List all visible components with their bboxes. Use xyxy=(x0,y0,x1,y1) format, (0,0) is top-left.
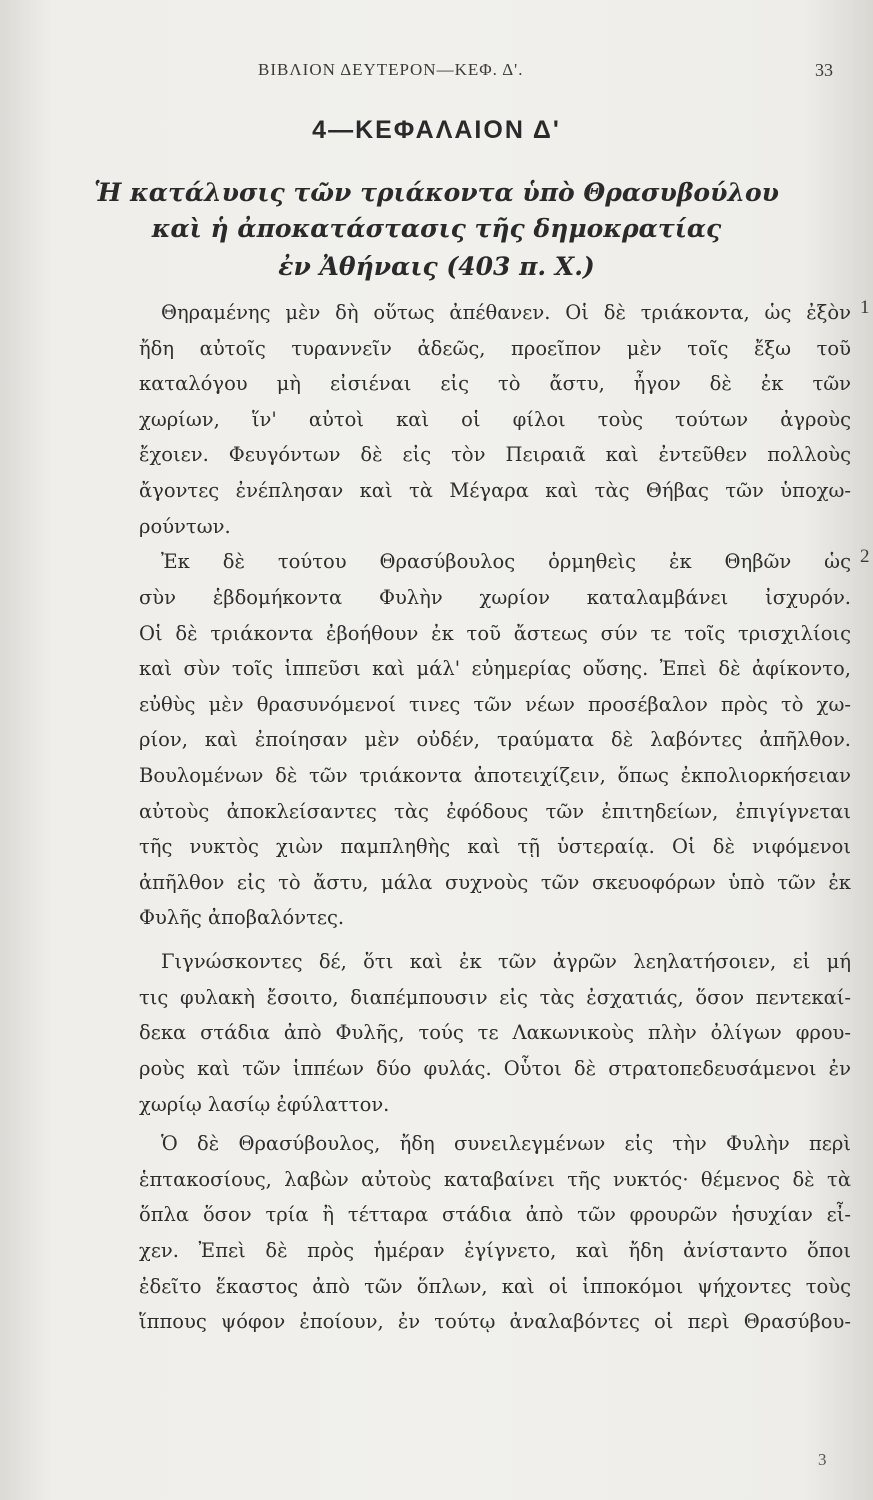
signature-mark: 3 xyxy=(818,1450,827,1469)
text-line: Γιγνώσκοντες δέ, ὅτι καὶ ἐκ τῶν ἀγρῶν λεηλατήσοιεν, εἰ μή xyxy=(161,950,851,973)
text-line: ὅπλα ὅσον τρία ἢ τέτταρα στάδια ἀπὸ τῶν φρουρῶν ἡσυχίαν εἶ- xyxy=(139,1203,851,1226)
text-line: ἀπῆλθον εἰς τὸ ἄστυ, μάλα συχνοὺς τῶν σκευοφόρων ὑπὸ τῶν ἐκ xyxy=(139,871,851,894)
chapter-subtitle-line-1: Ἡ κατάλυσις τῶν τριάκοντα ὑπὸ Θρασυβούλου xyxy=(93,178,780,207)
chapter-subtitle-line-2: καὶ ἡ ἀποκατάστασις τῆς δημοκρατίας xyxy=(151,214,722,243)
text-line: Βουλομένων δὲ τῶν τριάκοντα ἀποτειχίζειν, ὅπως ἐκπολιορκήσειαν xyxy=(139,764,851,787)
text-line: καὶ σὺν τοῖς ἱππεῦσι καὶ μάλ' εὐημερίας οὔσης. Ἐπεὶ δὲ ἀφίκοντο, xyxy=(139,657,851,680)
text-line: ρίον, καὶ ἐποίησαν μὲν οὐδέν, τραύματα δὲ λαβόντες ἀπῆλθον. xyxy=(139,728,851,751)
text-line: χεν. Ἐπεὶ δὲ πρὸς ἡμέραν ἐγίγνετο, καὶ ἤδη ἀνίσταντο ὅποι xyxy=(139,1239,851,1262)
text-line: Οἱ δὲ τριάκοντα ἐβοήθουν ἐκ τοῦ ἄστεως σύν τε τοῖς τρισχιλίοις xyxy=(139,622,851,645)
text-line: ἐδεῖτο ἕκαστος ἀπὸ τῶν ὅπλων, καὶ οἱ ἱπποκόμοι ψήχοντες τοὺς xyxy=(139,1275,851,1298)
section-number: 1 xyxy=(860,297,870,318)
text-line: ρούντων. xyxy=(139,515,231,538)
text-line: ἑπτακοσίους, λαβὼν αὐτοὺς καταβαίνει τῆς νυκτός· θέμενος δὲ τὰ xyxy=(139,1168,851,1191)
text-line: ἄγοντες ἐνέπλησαν καὶ τὰ Μέγαρα καὶ τὰς Θήβας τῶν ὑποχω- xyxy=(139,479,851,502)
text-line: εὐθὺς μὲν θρασυνόμενοί τινες τῶν νέων προσέβαλον πρὸς τὸ χω- xyxy=(139,693,851,716)
text-line: Ἐκ δὲ τούτου Θρασύβουλος ὁρμηθεὶς ἐκ Θηβῶν ὡς xyxy=(161,550,851,573)
text-line: τις φυλακὴ ἔσοιτο, διαπέμπουσιν εἰς τὰς ἐσχατιάς, ὅσον πεντεκαί- xyxy=(139,986,851,1009)
chapter-subtitle-line-3: ἐν Ἀθήναις (403 π. Χ.) xyxy=(278,252,595,281)
text-line: αὐτοὺς ἀποκλείσαντες τὰς ἐφόδους τῶν ἐπιτηδείων, ἐπιγίγνεται xyxy=(139,800,851,823)
text-line: Ὁ δὲ Θρασύβουλος, ἤδη συνειλεγμένων εἰς τὴν Φυλὴν περὶ xyxy=(161,1132,851,1155)
text-line: Θηραμένης μὲν δὴ οὕτως ἀπέθανεν. Οἱ δὲ τριάκοντα, ὡς ἐξὸν xyxy=(161,301,851,324)
running-head: ΒΙΒΛΙΟΝ ΔΕΥΤΕΡΟΝ—ΚΕΦ. Δ'. xyxy=(258,60,524,79)
text-line: ροὺς καὶ τῶν ἱππέων δύο φυλάς. Οὗτοι δὲ στρατοπεδευσάμενοι ἐν xyxy=(139,1057,851,1080)
text-line: ἤδη αὐτοῖς τυραννεῖν ἀδεῶς, προεῖπον μὲν τοῖς ἔξω τοῦ xyxy=(139,337,851,360)
section-number: 2 xyxy=(860,546,870,567)
chapter-title: 4—ΚΕΦΑΛΑΙΟΝ Δ' xyxy=(312,116,561,144)
page-number: 33 xyxy=(815,60,833,80)
text-line: Φυλῆς ἀποβαλόντες. xyxy=(139,906,345,929)
text-line: δεκα στάδια ἀπὸ Φυλῆς, τούς τε Λακωνικοὺς πλὴν ὀλίγων φρου- xyxy=(139,1021,851,1044)
text-line: σὺν ἑβδομήκοντα Φυλὴν χωρίον καταλαμβάνει ἰσχυρόν. xyxy=(139,586,851,609)
text-line: χωρίῳ λασίῳ ἐφύλαττον. xyxy=(139,1093,390,1116)
text-line: καταλόγου μὴ εἰσιέναι εἰς τὸ ἄστυ, ἦγον δὲ ἐκ τῶν xyxy=(139,372,851,395)
text-line: τῆς νυκτὸς χιὼν παμπληθὴς καὶ τῇ ὑστεραίᾳ. Οἱ δὲ νιφόμενοι xyxy=(139,835,851,858)
text-line: ἔχοιεν. Φευγόντων δὲ εἰς τὸν Πειραιᾶ καὶ ἐντεῦθεν πολλοὺς xyxy=(139,443,851,466)
text-line: ἵππους ψόφον ἐποίουν, ἐν τούτῳ ἀναλαβόντες οἱ περὶ Θρασύβου- xyxy=(139,1310,851,1333)
text-line: χωρίων, ἵν' αὐτοὶ καὶ οἱ φίλοι τοὺς τούτων ἀγροὺς xyxy=(139,408,851,431)
